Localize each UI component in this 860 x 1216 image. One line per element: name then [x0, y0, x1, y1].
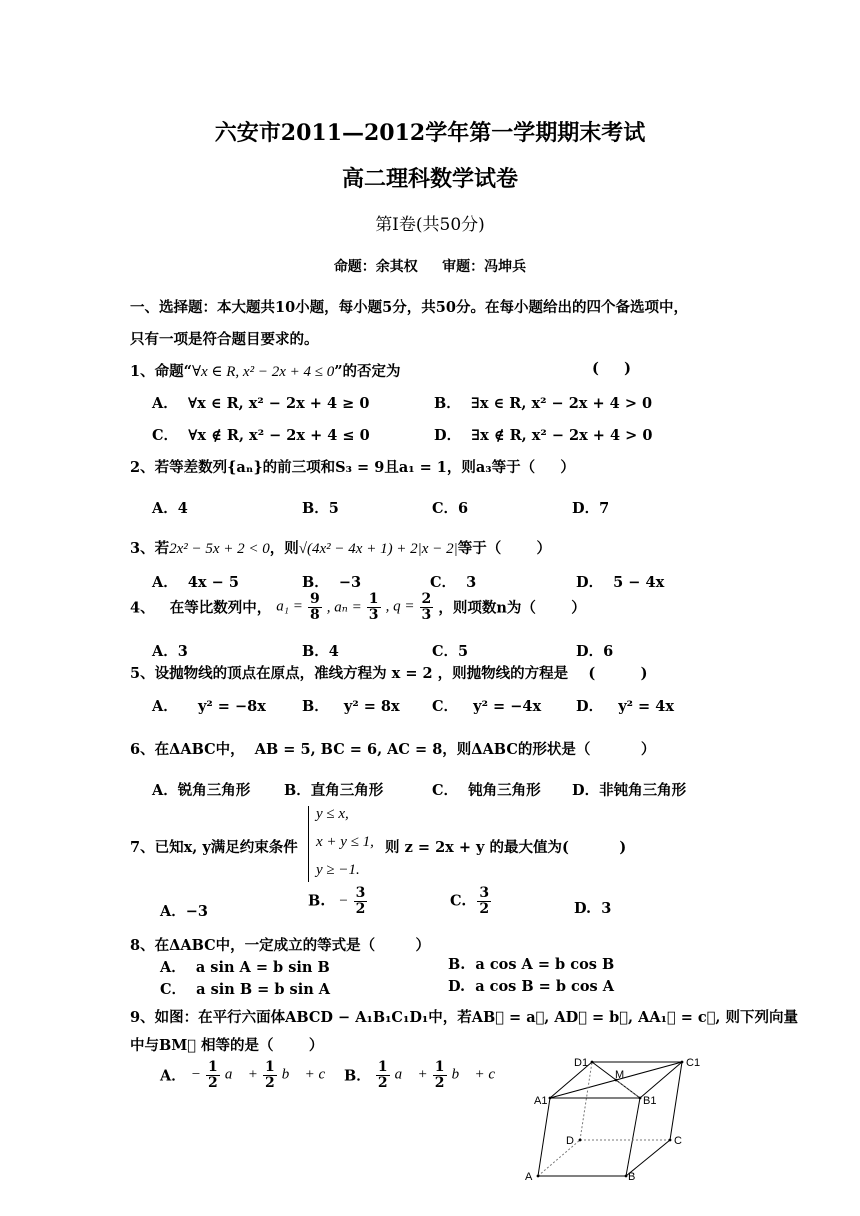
q4-an-den: 3 — [368, 606, 379, 623]
q4-a1: a₁ = — [276, 598, 303, 615]
q9-b-frac1-den: 2 — [377, 1074, 388, 1091]
exam-subtitle: 高二理科数学试卷 — [341, 166, 518, 192]
vertex-d1 — [591, 1061, 594, 1064]
label-a1: A1 — [534, 1095, 548, 1107]
q6-option-d: D．非钝角三角形 — [572, 782, 687, 799]
q7-c-num: 3 — [479, 885, 490, 901]
edge-a-a1 — [538, 1098, 550, 1176]
question-4-stem — [130, 592, 586, 622]
question-8-stem: 8、在ΔABC中，一定成立的等式是（ ） — [130, 937, 431, 954]
q6-option-b: B．直角三角形 — [284, 782, 384, 799]
q4-q-num: 2 — [421, 591, 432, 607]
q3-prefix: 3、若 — [130, 540, 170, 557]
q5-option-d: D． y² = 4x — [576, 698, 674, 715]
q4-option-b: B．4 — [302, 643, 339, 660]
q7-b-sign: − — [338, 892, 349, 909]
q9-a-mid: a⃗ + — [224, 1066, 258, 1083]
q1-prefix: 1、命题“ — [130, 363, 192, 380]
q7-suffix: 则 z = 2x + y 的最大值为( ) — [380, 839, 627, 856]
parallelepiped-figure — [520, 1050, 720, 1190]
q4-q-fraction — [420, 592, 434, 622]
q9-a-label: A． — [160, 1067, 186, 1085]
q7-b-fraction — [354, 886, 368, 916]
q9-a-frac2-num: 1 — [264, 1059, 275, 1075]
q8-option-d: D. a cos B = b cos A — [448, 978, 615, 995]
q4-option-d: D．6 — [576, 643, 614, 660]
section-heading-line1: 一、选择题：本大题共10小题，每小题5分，共50分。在每小题给出的四个备选项中， — [130, 299, 688, 316]
q1-suffix: ”的否定为 — [334, 363, 401, 380]
q7-b-num: 3 — [355, 885, 366, 901]
q9-a-frac1-den: 2 — [208, 1074, 218, 1091]
question-5-stem: 5、设抛物线的顶点在原点，准线方程为 x = 2 ，则抛物线的方程是 ( ) — [130, 665, 648, 682]
q4-a1-num: 9 — [309, 591, 320, 607]
q7-b-den: 2 — [355, 900, 366, 917]
q7-c-den: 2 — [479, 900, 490, 917]
q6-option-a: A．锐角三角形 — [152, 782, 251, 799]
q7-c-label: C. — [450, 892, 467, 910]
vertex-c1 — [681, 1061, 684, 1064]
q3-math2: √(4x² − 4x + 1) + 2|x − 2| — [298, 541, 458, 557]
q4-an-num: 1 — [368, 591, 379, 607]
q3-option-b: B． −3 — [302, 574, 362, 591]
q5-option-a: A． y² = −8x — [152, 698, 266, 715]
q1-math: ∀x ∈ R, x² − 2x + 4 ≤ 0 — [191, 364, 335, 380]
q9-a-sign: − — [190, 1066, 201, 1083]
question-3-stem — [130, 537, 551, 558]
q1-option-b: B． ∃x ∈ R, x² − 2x + 4 > 0 — [434, 395, 653, 412]
q4-an-fraction — [367, 592, 381, 622]
q9-a-frac1-num: 1 — [208, 1059, 218, 1075]
q4-option-c: C．5 — [432, 643, 469, 660]
q7-constraint-brace — [308, 806, 309, 882]
label-c: C — [674, 1135, 682, 1147]
q7-constraint-3: y ≥ −1. — [316, 862, 360, 878]
q3-option-a: A． 4x − 5 — [152, 574, 239, 591]
vertex-c — [669, 1139, 672, 1142]
q3-option-c: C． 3 — [430, 574, 477, 591]
question-9-line2: 中与BM⃗ 相等的是（ ） — [130, 1037, 324, 1054]
volume-label: 第Ⅰ卷(共50分) — [375, 215, 485, 235]
q8-option-b: B. a cos A = b cos B — [448, 956, 615, 973]
authors-line: 命题：余其权 审题：冯坤兵 — [333, 259, 527, 275]
question-7-prefix: 7、已知x, y满足约束条件 — [130, 839, 298, 856]
question-2-stem: 2、若等差数列{aₙ}的前三项和S₃ = 9且a₁ = 1，则a₃等于（ ） — [130, 459, 575, 476]
q2-option-a: A．4 — [152, 500, 188, 517]
q1-answer-paren: ( ) — [592, 360, 631, 377]
q9-b-frac2 — [433, 1060, 447, 1090]
q7-option-b — [308, 886, 367, 916]
q2-option-c: C．6 — [432, 500, 469, 517]
q9-b-tail: b⃗ + c⃗ — [451, 1066, 507, 1083]
q9-option-b — [344, 1060, 507, 1090]
q1-option-c: C． ∀x ∉ R, x² − 2x + 4 ≤ 0 — [152, 427, 370, 444]
question-1-stem — [130, 360, 401, 381]
q9-a-frac1 — [206, 1060, 220, 1090]
q4-a1-den: 8 — [309, 606, 320, 623]
q8-option-a: A． a sin A = b sin B — [160, 959, 330, 976]
q4-option-a: A．3 — [152, 643, 188, 660]
label-m: M — [615, 1069, 625, 1081]
q3-suffix: 等于（ ） — [457, 540, 552, 557]
q9-b-label: B． — [344, 1067, 371, 1085]
section-heading-line2: 只有一项是符合题目要求的。 — [130, 331, 319, 348]
label-d1: D1 — [574, 1057, 589, 1069]
label-d: D — [566, 1135, 574, 1147]
question-9-line1: 9、如图：在平行六面体ABCD − A₁B₁C₁D₁中，若AB⃗ = a⃗, AD⃗ = b⃗, AA₁⃗ = c⃗, 则下列向量 — [130, 1009, 799, 1026]
q9-b-mid: a⃗ + — [394, 1066, 428, 1083]
q9-a-tail: b⃗ + c⃗ — [281, 1066, 337, 1083]
q4-suffix: ，则项数n为（ ） — [438, 599, 586, 617]
q2-option-b: B．5 — [302, 500, 339, 517]
q9-b-frac2-den: 2 — [434, 1074, 445, 1091]
q1-option-d: D． ∃x ∉ R, x² − 2x + 4 > 0 — [434, 427, 653, 444]
vertex-b — [625, 1175, 628, 1178]
q9-b-frac1-num: 1 — [377, 1059, 388, 1075]
q7-constraint-2: x + y ≤ 1, — [316, 834, 374, 850]
label-a: A — [525, 1171, 533, 1183]
question-6-stem: 6、在ΔABC中， AB = 5, BC = 6, AC = 8，则ΔABC的形状是（ ） — [130, 741, 656, 758]
q4-an: , aₙ = — [326, 599, 362, 616]
q9-a-frac2-den: 2 — [264, 1074, 275, 1091]
q7-constraint-1: y ≤ x, — [316, 806, 349, 822]
q9-option-a — [160, 1060, 337, 1090]
q7-c-fraction — [477, 886, 491, 916]
label-b1: B1 — [643, 1095, 657, 1107]
q4-q-den: 3 — [421, 606, 432, 623]
vertex-b1 — [639, 1097, 642, 1100]
exam-title: 六安市2011—2012学年第一学期期末考试 — [214, 120, 646, 146]
q7-option-a: A．−3 — [160, 903, 208, 920]
edge-c-c1 — [670, 1062, 682, 1140]
q8-option-c: C． a sin B = b sin A — [160, 981, 331, 998]
q2-option-d: D．7 — [572, 500, 610, 517]
q7-option-c — [450, 886, 491, 916]
q6-option-c: C． 钝角三角形 — [432, 782, 541, 799]
q3-option-d: D． 5 − 4x — [576, 574, 665, 591]
label-c1: C1 — [686, 1057, 701, 1069]
q4-q: , q = — [385, 598, 415, 615]
q5-option-c: C． y² = −4x — [432, 698, 542, 715]
label-b: B — [628, 1171, 636, 1183]
hidden-edge-d-d1 — [580, 1062, 592, 1140]
q3-mid: ，则 — [269, 540, 299, 557]
q9-a-frac2 — [263, 1060, 277, 1090]
q4-a1-fraction — [308, 592, 322, 622]
vertex-d — [579, 1139, 582, 1142]
q7-option-d: D. 3 — [574, 900, 612, 917]
q5-option-b: B． y² = 8x — [302, 698, 400, 715]
edge-b-b1 — [626, 1098, 640, 1176]
q1-option-a: A． ∀x ∈ R, x² − 2x + 4 ≥ 0 — [152, 395, 370, 412]
q9-b-frac1 — [376, 1060, 390, 1090]
q9-b-frac2-num: 1 — [434, 1059, 445, 1075]
vertex-a1 — [549, 1097, 552, 1100]
q7-b-label: B. — [308, 892, 326, 910]
q4-prefix: 4、 在等比数列中， — [130, 599, 272, 617]
vertex-a — [537, 1175, 540, 1178]
q3-math1: 2x² − 5x + 2 < 0 — [169, 541, 270, 557]
